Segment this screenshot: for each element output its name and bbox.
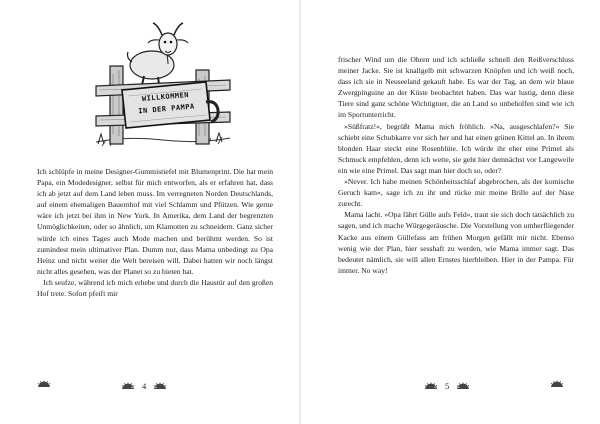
hedgehog-icon bbox=[456, 382, 470, 390]
page-number-footer bbox=[424, 381, 470, 391]
right-page bbox=[300, 0, 600, 424]
paragraph: Ich seufze, während ich mich erhebe und durch die Haustür auf den großen Hof trete. Sofort pfeift mir bbox=[37, 277, 273, 299]
page-number-footer bbox=[121, 381, 167, 391]
paragraph: »Süßfratz!«, begrüßt Mama mich fröhlich. »Na, ausgeschlafen?« Sie schiebt eine Schubkarre vor sich her und hat einen grünen Kittel an. In ihrem blonden Haar steckt eine Rosenblüte. Ich würde ihr eher eine Primel als Schmuck empfehlen, denn ich wette, sie geht hier demnächst vor Langeweile ein wie eine Primel. Das sagt man hier doch so, oder? bbox=[338, 121, 574, 175]
hedgehog-icon bbox=[153, 382, 167, 390]
goat-on-fence-illustration bbox=[88, 10, 238, 160]
hedgehog-icon bbox=[550, 380, 564, 388]
hedgehog-icon bbox=[424, 382, 438, 390]
left-page-text bbox=[37, 166, 273, 299]
page-number: 5 bbox=[445, 381, 450, 391]
hedgehog-icon bbox=[121, 382, 135, 390]
hedgehog-icon bbox=[37, 380, 51, 388]
paragraph: frischer Wind um die Ohren und ich schließe schnell den Reißverschluss meiner Jacke. Sie ist knallgelb mit schwarzen Knöpfen und ich weiß noch, dass ich sie in Neuseeland gekauft habe. Es war der Tag, an dem wir blaue Zwergpinguine an der Küste beobachtet haben. Das war lustig, denn diese Tiere sind ganz schöne Wichtigtuer, die an Land so unbeholfen sind wie ich im Sportunterricht. bbox=[338, 55, 574, 120]
page-number: 4 bbox=[142, 381, 147, 391]
right-page-text bbox=[338, 54, 574, 276]
paragraph: »Never. Ich habe meinen Schönheitsschlaf abgebrochen, als der komische Geruch kam«, sage ich zu ihr und rücke mir meine Brille auf der Nase zurecht. bbox=[338, 177, 574, 209]
paragraph: Ich schlüpfe in meine Designer-Gummistiefel mit Blumenprint. Die hat mein Papa, ein Modedesigner, selbst für mich entworfen, als er erfahren hat, dass ich ab jetzt auf dem Land leben muss. Im verregneten Norden Deutschlands, auf einem ehemaligen Bauernhof mit viel Schlamm und Pfützen. Wie gerne wäre ich jetzt bei ihm in New York. In Amerika, dem Land der begrenzten Unmöglichkeiten, oder so ähnlich, um Klamotten zu schneidern. Ganz sicher würde ich eines Tages auch Mode machen und berühmt werden. So ist zumindest mein ultimativer Plan. Dumm nur, dass Mama unbedingt zu Opa Heinz und nicht weiter die Welt bereisen will. Dabei hatten wir noch längst nicht alles gesehen, was der Planet so zu bieten hat. bbox=[37, 167, 273, 276]
sign-text-line1: WILLKOMMEN bbox=[141, 90, 190, 104]
paragraph: Mama lacht. »Opa fährt Gülle aufs Feld«, traut sie sich doch tatsächlich zu sagen, und ich mache Würgegeräusche. Die Vorstellung von umherfliegender Kacke aus einem Güllefass am frühen Morgen gefällt mir nicht. Ebenso wenig wie der Plan, hier sesshaft zu werden, wie Mama immer sagt. Das bedeutet nämlich, sie will allen Ernstes hierbleiben. Hier in der Pampa. Für immer. No way! bbox=[338, 210, 574, 275]
sign-text-line2: IN DER PAMPA bbox=[137, 102, 196, 116]
